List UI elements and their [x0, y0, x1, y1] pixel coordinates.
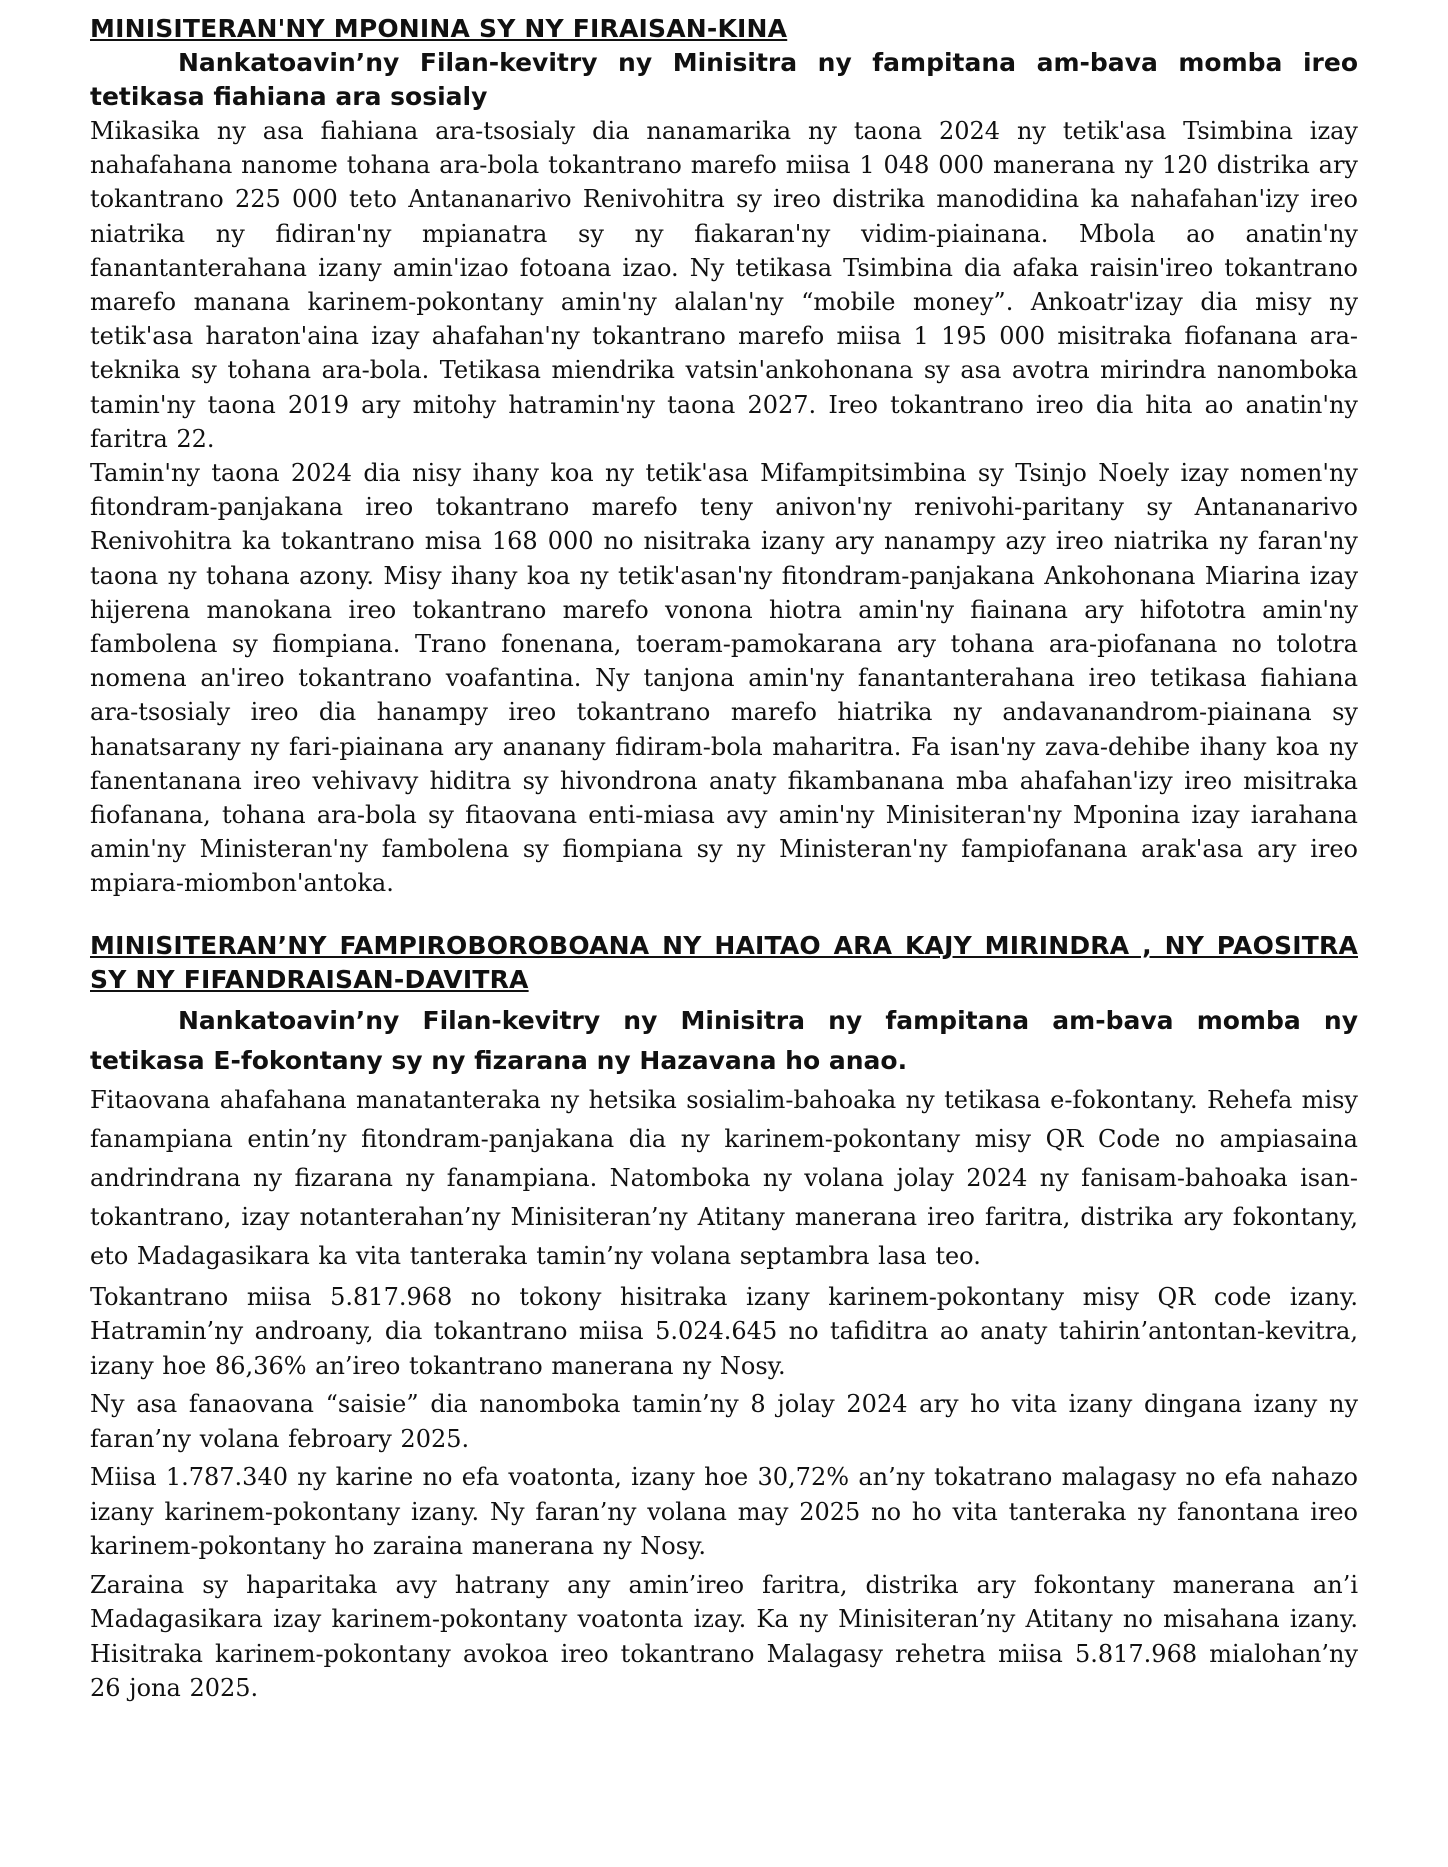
- paragraph: Ny asa fanaovana “saisie” dia nanomboka tamin’ny 8 jolay 2024 ary ho vita izany dingana izany ny faran’ny volana febroary 2025.: [90, 1390, 1358, 1453]
- paragraph: Tamin'ny taona 2024 dia nisy ihany koa ny tetik'asa Mifampitsimbina sy Tsinjo Noely izay nomen'ny fitondram-panjakana ireo tokantrano marefo teny anivon'ny renivohi-paritany sy Antananarivo Renivohitra ka tokantrano misa 168 000 no nisitraka izany ary nanampy azy ireo niatrika ny faran'ny taona ny tohana azony. Misy ihany koa ny tetik'asan'ny fitondram-panjakana Ankohonana Miarina izay hijerena manokana ireo tokantrano marefo vonona hiotra amin'ny fiainana ary hifototra amin'ny fambolena sy fiompiana. Trano fonenana, toeram-pamokarana ary tohana ara-piofanana no tolotra nomena an'ireo tokantrano voafantina. Ny tanjona amin'ny fanantanterahana ireo tetikasa fiahiana ara-tsosialy ireo dia hanampy ireo tokantrano marefo hiatrika ny andavanandrom-piainana sy hanatsarany ny fari-piainana ary ananany fidiram-bola maharitra. Fa isan'ny zava-dehibe ihany koa ny fanentanana ireo vehivavy hiditra sy hivondrona anaty fikambanana mba ahafahan'izy ireo misitraka fiofanana, tohana ara-bola sy fitaovana enti-miasa avy amin'ny Minisiteran'ny Mponina izay iarahana amin'ny Ministeran'ny fambolena sy fiompiana sy ny Ministeran'ny fampiofanana arak'asa ary ireo mpiara-miombon'antoka.: [90, 459, 1358, 898]
- paragraph: Tokantrano miisa 5.817.968 no tokony hisitraka izany karinem-pokontany misy QR code izany. Hatramin’ny androany, dia tokantrano miisa 5.024.645 no tafiditra ao anaty tahirin’antontan-kevitra, izany hoe 86,36% an’ireo tokantrano manerana ny Nosy.: [90, 1282, 1358, 1380]
- section-heading: MINISITERAN’NY FAMPIROBOROBOANA NY HAITAO ARA KAJY MIRINDRA , NY PAOSITRA SY NY FIFANDRAISAN-DAVITRA: [90, 930, 1358, 994]
- section-subtitle: Nankatoavin’ny Filan-kevitry ny Minisitra ny fampitana am-bava momba ny tetikasa E-fokontany sy ny fizarana ny Hazavana ho anao.: [90, 1005, 1358, 1075]
- paragraph: Miisa 1.787.340 ny karine no efa voatonta, izany hoe 30,72% an’ny tokatrano malagasy no efa nahazo izany karinem-pokontany izany. Ny faran’ny volana may 2025 no ho vita tanteraka ny fanontana ireo karinem-pokontany ho zaraina manerana ny Nosy.: [90, 1463, 1358, 1561]
- paragraph: Zaraina sy haparitaka avy hatrany any amin’ireo faritra, distrika ary fokontany manerana an’i Madagasikara izay karinem-pokontany voatonta izay. Ka ny Minisiteran’ny Atitany no misahana izany. Hisitraka karinem-pokontany avokoa ireo tokantrano Malagasy rehetra miisa 5.817.968 mialohan’ny 26 jona 2025.: [90, 1570, 1358, 1703]
- section-ministry-digital: [90, 929, 1358, 1706]
- section-heading: MINISITERAN'NY MPONINA SY NY FIRAISAN-KINA: [90, 14, 788, 43]
- section-subtitle: Nankatoavin’ny Filan-kevitry ny Minisitra ny fampitana am-bava momba ireo tetikasa fiahiana ara sosialy: [90, 48, 1358, 111]
- paragraph: Fitaovana ahafahana manatanteraka ny hetsika sosialim-bahoaka ny tetikasa e-fokontany. Rehefa misy fanampiana entin’ny fitondram-panjakana dia ny karinem-pokontany misy QR Code no ampiasaina andrindrana ny fizarana ny fanampiana. Natomboka ny volana jolay 2024 ny fanisam-bahoaka isan-tokantrano, izay notanterahan’ny Minisiteran’ny Atitany manerana ireo faritra, distrika ary fokontany, eto Madagasikara ka vita tanteraka tamin’ny volana septambra lasa teo.: [90, 1085, 1358, 1270]
- section-ministry-population: [90, 12, 1358, 901]
- paragraph: Mikasika ny asa fiahiana ara-tsosialy dia nanamarika ny taona 2024 ny tetik'asa Tsimbina izay nahafahana nanome tohana ara-bola tokantrano marefo miisa 1 048 000 manerana ny 120 distrika ary tokantrano 225 000 teto Antananarivo Renivohitra sy ireo distrika manodidina ka nahafahan'izy ireo niatrika ny fidiran'ny mpianatra sy ny fiakaran'ny vidim-piainana. Mbola ao anatin'ny fanantanterahana izany amin'izao fotoana izao. Ny tetikasa Tsimbina dia afaka raisin'ireo tokantrano marefo manana karinem-pokontany amin'ny alalan'ny “mobile money”. Ankoatr'izay dia misy ny tetik'asa haraton'aina izay ahafahan'ny tokantrano marefo miisa 1 195 000 misitraka fiofanana ara-teknika sy tohana ara-bola. Tetikasa miendrika vatsin'ankohonana sy asa avotra mirindra nanomboka tamin'ny taona 2019 ary mitohy hatramin'ny taona 2027. Ireo tokantrano ireo dia hita ao anatin'ny faritra 22.: [90, 117, 1358, 453]
- document-page: [90, 12, 1358, 1706]
